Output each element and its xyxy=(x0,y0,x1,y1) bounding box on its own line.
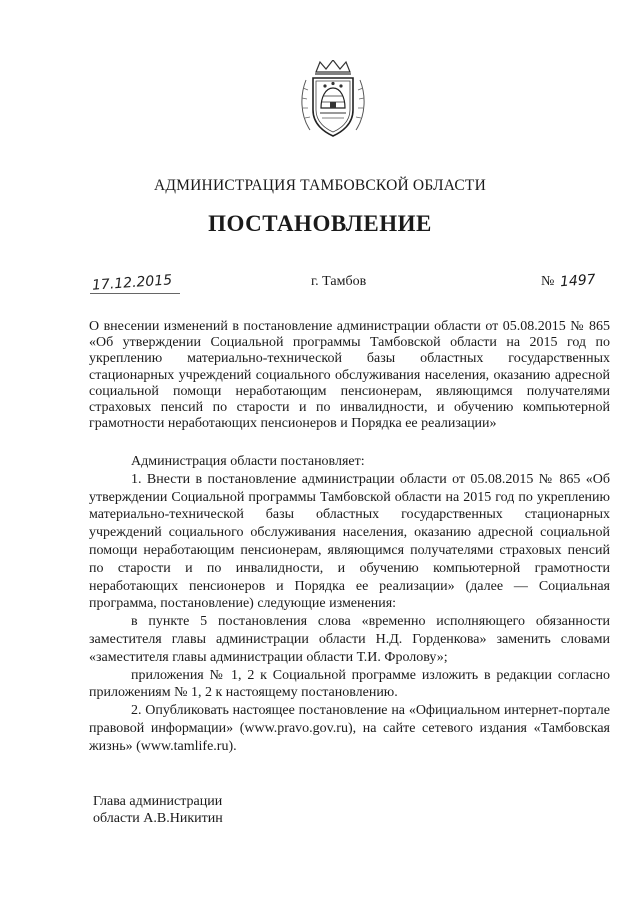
resolution-intro: Администрация области постановляет: xyxy=(131,454,365,469)
coat-of-arms-emblem xyxy=(298,60,368,140)
organization-name: АДМИНИСТРАЦИЯ ТАМБОВСКОЙ ОБЛАСТИ xyxy=(154,177,486,194)
document-date: 17.12.2015 xyxy=(91,272,173,294)
signature-title: Глава администрации xyxy=(93,794,223,809)
document-type-title: ПОСТАНОВЛЕНИЕ xyxy=(208,211,432,236)
document-body xyxy=(89,453,610,756)
date-underline xyxy=(90,293,180,294)
signature-block xyxy=(93,793,223,827)
paragraph-1-item-a: в пункте 5 постановления слова «временно исполняющего обязанности заместителя главы администрации области Н.Д. Горденкова» заменить словами «заместителя главы администрации области Т.И. Фролову»; xyxy=(89,614,610,665)
paragraph-1: 1. Внести в постановление администрации области от 05.08.2015 № 865 «Об утверждении Социальной программы Тамбовской области на 2015 год по укреплению материально-технической базы областных государственных стационарных учреждений социального обслуживания населения, оказанию адресной социальной помощи неработающим пенсионерам, являющимся получателями страховых пенсий по старости и по инвалидности, и обучению компьютерной грамотности неработающих пенсионеров и Порядка ее реализации» (далее — Социальная программа, постановление) следующие изменения: xyxy=(89,471,610,612)
document-subject: О внесении изменений в постановление администрации области от 05.08.2015 № 865 «Об утверждении Социальной программы Тамбовской области на 2015 год по укреплению материально-технической базы областных государственных стационарных учреждений социального обслуживания населения, оказанию адресной социальной помощи неработающим пенсионерам, являющимся получателями страховых пенсий по старости и по инвалидности, и обучению компьютерной грамотности неработающих пенсионеров и Порядка ее реализации» xyxy=(89,319,610,432)
document-city: г. Тамбов xyxy=(311,274,367,289)
signature-name: области А.В.Никитин xyxy=(93,811,223,826)
paragraph-1-item-b: приложения № 1, 2 к Социальной программе изложить в редакции согласно приложениям № 1, 2 к настоящему постановлению. xyxy=(89,667,610,701)
paragraph-2: 2. Опубликовать настоящее постановление на «Официальном интернет-портале правовой информации» (www.pravo.gov.ru), на сайте сетевого издания «Тамбовская жизнь» (www.tamlife.ru). xyxy=(89,703,610,754)
document-number-label: № xyxy=(541,274,555,289)
document-number: 1497 xyxy=(559,271,597,291)
